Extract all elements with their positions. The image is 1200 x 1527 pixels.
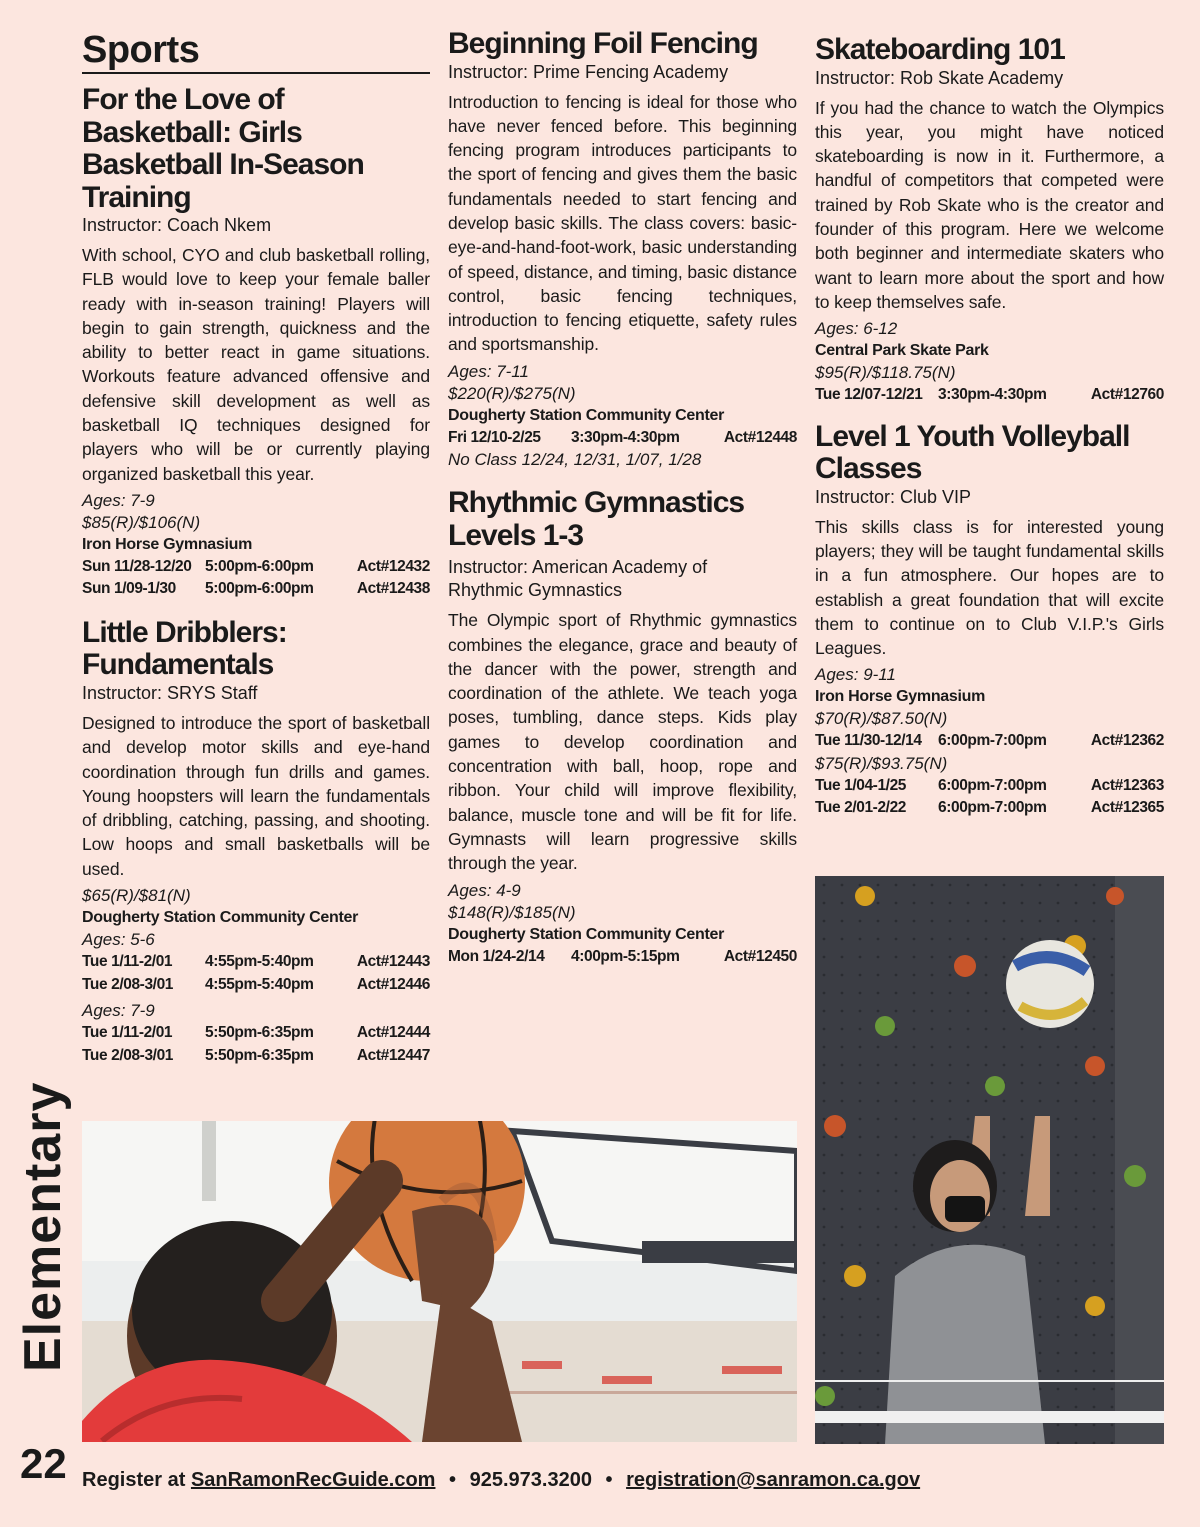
class-title — [448, 487, 797, 552]
schedule-row — [82, 1045, 430, 1068]
schedule-time: 6:00pm-7:00pm — [938, 732, 1047, 750]
footer-register-text: Register at — [82, 1469, 186, 1491]
class-title-line: Levels 1-3 — [448, 518, 584, 552]
class-title-line: For the Love of — [82, 83, 284, 116]
schedule-time: 4:55pm-5:40pm — [205, 975, 314, 993]
class-description: This skills class is for interested young players; they will be taught fundamental skills in a fun atmosphere. Our hopes are to establish a great foundation that will excite them to continue on to Club V.I.P.'s Girls Leagues. — [815, 516, 1164, 659]
location: Central Park Skate Park — [815, 342, 989, 360]
price: $70(R)/$87.50(N) — [815, 709, 948, 729]
instructor-line: Rhythmic Gymnastics — [448, 580, 623, 601]
instructor: Instructor: SRYS Staff — [82, 682, 258, 703]
activity-number: Act#12447 — [356, 1046, 430, 1064]
activity-number: Act#12438 — [356, 580, 430, 598]
activity-number: Act#12432 — [356, 557, 430, 575]
schedule-date: Sun 1/09-1/30 — [82, 580, 176, 598]
phone-number: 925.973.3200 — [469, 1469, 592, 1491]
ages: Ages: 7-11 — [448, 361, 529, 381]
ages: Ages: 7-9 — [82, 1001, 155, 1021]
instructor-line: Instructor: American Academy of — [448, 557, 708, 578]
schedule-date: Tue 12/07-12/21 — [815, 386, 923, 404]
footer-separator: • — [605, 1469, 613, 1491]
activity-number: Act#12444 — [356, 1024, 430, 1042]
location: Iron Horse Gymnasium — [82, 535, 253, 553]
schedule-row — [82, 951, 430, 974]
activity-number: Act#12363 — [1090, 776, 1164, 794]
activity-number: Act#12443 — [356, 953, 430, 971]
class-title-line: Rhythmic Gymnastics — [448, 486, 745, 520]
schedule-date: Tue 11/30-12/14 — [815, 732, 922, 750]
schedule-row — [448, 427, 797, 450]
class-title — [82, 84, 430, 214]
schedule-row — [815, 775, 1164, 798]
activity-number: Act#12365 — [1090, 799, 1164, 817]
schedule-date: Fri 12/10-2/25 — [448, 428, 541, 446]
instructor: Instructor: Coach Nkem — [82, 215, 272, 235]
schedule-time: 6:00pm-7:00pm — [938, 799, 1047, 817]
activity-number: Act#12760 — [1090, 386, 1164, 404]
class-listing-little-dribblers — [82, 617, 430, 1067]
column-left — [82, 28, 430, 1067]
schedule-time: 5:00pm-6:00pm — [205, 557, 314, 575]
volleyball-photo — [815, 876, 1164, 1444]
schedule-row — [82, 578, 430, 601]
price: $148(R)/$185(N) — [448, 902, 576, 922]
schedule-time: 5:50pm-6:35pm — [205, 1046, 314, 1064]
price: $75(R)/$93.75(N) — [815, 753, 948, 773]
class-listing-skateboarding — [815, 34, 1164, 407]
class-title-line: Beginning Foil Fencing — [448, 27, 758, 60]
class-listing-volleyball — [815, 421, 1164, 820]
schedule-row — [82, 974, 430, 997]
class-title-line: Basketball: Girls — [82, 115, 302, 149]
activity-number: Act#12362 — [1090, 732, 1164, 750]
ages: Ages: 9-11 — [815, 665, 896, 685]
class-title-line: Little Dribblers: — [82, 615, 287, 649]
class-listing-fencing — [448, 28, 797, 471]
class-title — [815, 421, 1164, 486]
ages: Ages: 6-12 — [815, 319, 898, 339]
basketball-photo — [82, 1121, 797, 1442]
section-title: Sports — [82, 28, 430, 74]
price: $65(R)/$81(N) — [82, 886, 191, 906]
schedule-row — [82, 556, 430, 579]
location: Dougherty Station Community Center — [82, 909, 359, 927]
schedule-time: 6:00pm-7:00pm — [938, 776, 1047, 794]
price: $220(R)/$275(N) — [448, 383, 576, 403]
class-description: If you had the chance to watch the Olympics this year, you might have noticed skateboarding is now in it. Furthermore, a handful of competitors that competed were trained by Rob Skate who is the creator and founder of this program. Here we welcome both beginner and intermediate skaters who want to learn more about the sport and how to keep themselves safe. — [815, 97, 1164, 312]
schedule-time: 5:50pm-6:35pm — [205, 1024, 314, 1042]
schedule-row — [815, 730, 1164, 753]
class-title-line: Skateboarding 101 — [815, 33, 1065, 66]
schedule-date: Mon 1/24-2/14 — [448, 947, 545, 965]
class-title-line: Training — [82, 180, 191, 214]
schedule-time: 3:30pm-4:30pm — [571, 428, 680, 446]
page-number: 22 — [20, 1440, 67, 1487]
schedule-date: Sun 11/28-12/20 — [82, 557, 192, 575]
column-right — [815, 28, 1164, 820]
footer — [82, 1466, 920, 1494]
website-link[interactable]: SanRamonRecGuide.com — [190, 1469, 436, 1491]
ages: Ages: 5-6 — [82, 930, 155, 950]
schedule-row — [448, 946, 797, 969]
price: $95(R)/$118.75(N) — [815, 363, 956, 383]
schedule-date: Tue 1/04-1/25 — [815, 776, 907, 794]
class-listing-gymnastics — [448, 487, 797, 968]
email-link[interactable]: registration@sanramon.ca.gov — [626, 1469, 921, 1491]
class-title — [448, 28, 797, 61]
schedule-time: 4:00pm-5:15pm — [571, 947, 680, 965]
column-middle — [448, 28, 797, 968]
instructor: Instructor: Prime Fencing Academy — [448, 61, 729, 82]
activity-number: Act#12448 — [723, 428, 797, 446]
class-listing-basketball-girls — [82, 84, 430, 601]
instructor — [448, 556, 797, 602]
activity-number: Act#12446 — [356, 975, 430, 993]
footer-separator: • — [449, 1469, 457, 1491]
price: $85(R)/$106(N) — [82, 512, 201, 532]
schedule-row — [815, 384, 1164, 407]
class-description: Designed to introduce the sport of basketball and develop motor skills and eye-hand coordination through fun drills and games. Young hoopsters will learn the fundamentals of dribbling, catching, passing, and shooting. Low hoops and small basketballs will be used. — [82, 712, 430, 879]
class-title-line: Basketball In-Season — [82, 148, 364, 181]
schedule-time: 4:55pm-5:40pm — [205, 953, 314, 971]
class-description: With school, CYO and club basketball rolling, FLB would love to keep your female baller ready with in-season training! Players will begin to gain strength, quickness and the ability to better react in game situations. Workouts feature advanced offensive and defensive skill development as well as basketball IQ techniques designed for players who will be or currently playing organized basketball this year. — [82, 245, 430, 484]
class-title — [82, 617, 430, 682]
section-side-label: Elementary — [14, 1081, 72, 1372]
location: Iron Horse Gymnasium — [815, 688, 986, 706]
schedule-time: 5:00pm-6:00pm — [205, 580, 314, 598]
class-description: The Olympic sport of Rhythmic gymnastics combines the elegance, grace and beauty of the dancer with the power, strength and coordination of the athlete. We teach yoga poses, tumbling, dance steps. Kids play games to develop coordination and concentration with ball, hoop, rope and ribbon. Your child will improve flexibility, balance, muscle tone and will be fit for life. Gymnasts will learn progressive skills through the year. — [448, 610, 797, 874]
class-description: Introduction to fencing is ideal for those who have never fenced before. This beginning fencing program introduces participants to the sport of fencing and gives them the basic fundamentals needed to start fencing and develop basic skills. The class covers: basic-eye-and-hand-foot-work, basic understanding of speed, distance, and timing, basic distance control, basic fencing techniques, introduction to fencing etiquette, safety rules and sportsmanship. — [448, 91, 797, 355]
schedule-date: Tue 2/08-3/01 — [82, 1046, 174, 1064]
schedule-date: Tue 2/08-3/01 — [82, 975, 174, 993]
location: Dougherty Station Community Center — [448, 406, 725, 424]
schedule-date: Tue 1/11-2/01 — [82, 1024, 173, 1042]
schedule-row — [815, 797, 1164, 820]
class-title-line: Fundamentals — [82, 648, 274, 682]
class-title — [815, 34, 1164, 67]
instructor: Instructor: Club VIP — [815, 486, 972, 507]
ages: Ages: 4-9 — [448, 880, 521, 900]
schedule-date: Tue 2/01-2/22 — [815, 799, 907, 817]
instructor: Instructor: Rob Skate Academy — [815, 67, 1064, 88]
schedule-date: Tue 1/11-2/01 — [82, 953, 173, 971]
schedule-row — [82, 1022, 430, 1045]
ages: Ages: 7-9 — [82, 490, 155, 510]
schedule-time: 3:30pm-4:30pm — [938, 386, 1047, 404]
activity-number: Act#12450 — [723, 947, 797, 965]
class-title-line: Level 1 Youth Volleyball — [815, 419, 1130, 453]
location: Dougherty Station Community Center — [448, 925, 725, 943]
class-title-line: Classes — [815, 452, 922, 486]
no-class-note: No Class 12/24, 12/31, 1/07, 1/28 — [448, 450, 702, 470]
